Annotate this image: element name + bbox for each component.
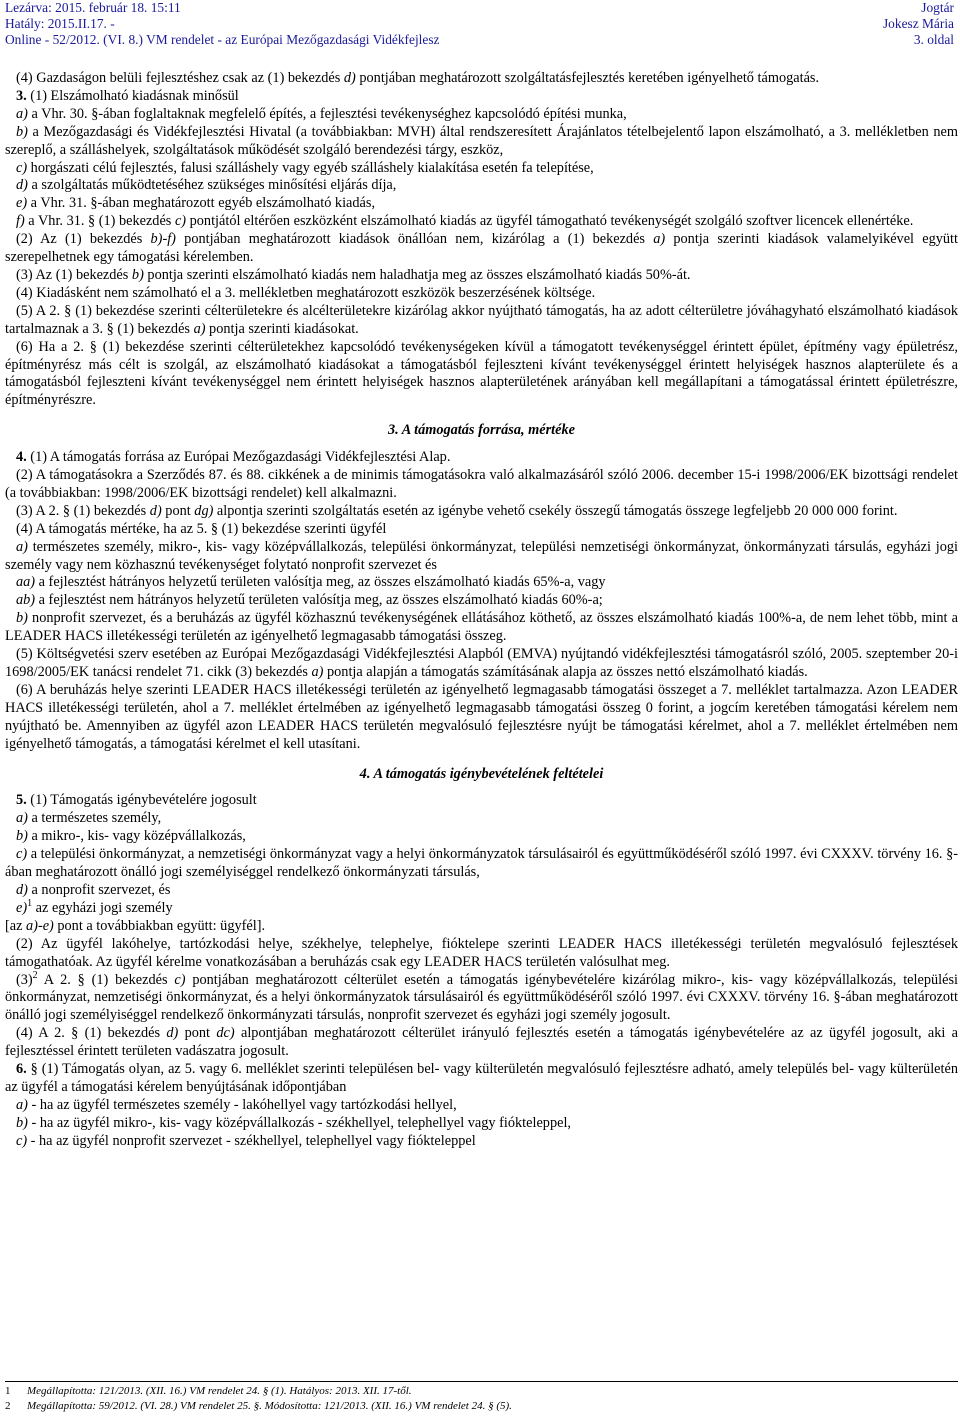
paragraph: e)$^1$ az egyházi jogi személy [16, 898, 173, 916]
footnote-text: Megállapította: 59/2012. (VI. 28.) VM rendelet 25. §. Módosította: 121/2013. (XII. 16.) VM rendelet 24. § (5). [27, 1400, 512, 1412]
paragraph: (3) A 2. § (1) bekezdés d) pont dg) alpontja szerinti szolgáltatás esetén az igénybe vehető csekély összegű támogatás összege legfeljebb 20 000 000 forint. [16, 502, 898, 519]
document-body [5, 70, 958, 1151]
paragraph: (3) Az (1) bekezdés b) pontja szerinti elszámolható kiadás nem haladhatja meg az összes elszámolható kiadás 50%-át. [16, 266, 691, 283]
paragraph: (4) Kiadásként nem számolható el a 3. mellékletben meghatározott eszközök beszerzésének költsége. [16, 284, 596, 301]
paragraph: (4) A 2. § (1) bekezdés d) pont dc) alpontjában meghatározott célterület irányuló fejlesztés esetén a támogatás igénybevételére az az ügyfél jogosult, aki a fejlesztéssel érintett területen vadászatra jogosult. [5, 1025, 958, 1060]
header-right [883, 0, 954, 48]
paragraph: c) a települési önkormányzat, a nemzetiségi önkormányzat vagy a helyi önkormányzatok társulásairól és együttműködéséről szóló 1997. évi CXXXV. törvény 16. §-ában meghatározott önálló jogi személyiséggel rendelkező önkormányzati társulás, [5, 846, 958, 881]
paragraph: b) - ha az ügyfél mikro-, kis- vagy középvállalkozás - székhellyel, telephellyel vagy fiókteleppel, [16, 1114, 572, 1131]
footnote [5, 1384, 958, 1399]
paragraph: c) - ha az ügyfél nonprofit szervezet - székhellyel, telephellyel vagy fiókteleppel [16, 1132, 476, 1149]
header-closed-date: Lezárva: 2015. február 18. 15:11 [5, 0, 181, 15]
paragraph: c) horgászati célú fejlesztés, falusi szálláshely vagy egyéb szálláshely kialakítása esetén fa telepítése, [16, 159, 594, 176]
paragraph: f) a Vhr. 31. § (1) bekezdés c) pontjától eltérően eszközként elszámolható kiadás az ügyfél támogatható tevékenységét szolgáló szoftver licencek ellenértéke. [16, 213, 914, 230]
paragraph: (6) A beruházás helye szerinti LEADER HACS illetékességi területén az igényelhető legmagasabb támogatási összeget a 7. melléklet tartalmazza. Azon LEADER HACS illetékességi területén, ahol a 7. melléklet értelmében az igényelhető legmagasabb támogatási összeg 0 forint, a jogcím keretében támogatási kérelem nem nyújtható be. Amennyiben az ügyfél azon LEADER HACS területén megvalósuló fejlesztésre nyújt be támogatási kérelmet, ahol a 7. melléklet értelmében nem igényelhető támogatás, a támogatási kérelmet el kell utasítani. [5, 681, 958, 752]
paragraph: e) a Vhr. 31. §-ában meghatározott egyéb elszámolható kiadás, [16, 195, 376, 212]
paragraph: a) a természetes személy, [16, 810, 162, 827]
header-user: Jokesz Mária [882, 16, 954, 31]
paragraph: b) nonprofit szervezet, és a beruházás az ügyfél közhasznú tevékenységének ellátásához köthető, az összes elszámolható kiadás 100%-a, de nem lehet több, mint a LEADER HACS illetékességi területén az igényelhető legmagasabb támogatási összeg. [5, 610, 958, 645]
paragraph: (4) Gazdaságon belüli fejlesztéshez csak az (1) bekezdés d) pontjában meghatározott szolgáltatásfejlesztés keretében igényelhető támogatás. [16, 70, 820, 86]
paragraph: b) a Mezőgazdasági és Vidékfejlesztési Hivatal (a továbbiakban: MVH) által rendszeresített Árajánlatos tételbejelentő lapon elszámolható, a 3. mellékletben nem szereplő, a szálláshelyek, szolgáltatások működését szolgáló berendezési tárgy, eszköz, [5, 123, 958, 158]
footnote-number: 2 [5, 1400, 11, 1412]
footnote [5, 1399, 958, 1414]
paragraph: d) a szolgáltatás működtetéséhez szükséges minősítési eljárás díja, [16, 177, 397, 194]
paragraph: 5. (1) Támogatás igénybevételére jogosult [16, 792, 257, 809]
section-heading: 4. A támogatás igénybevételének feltételei [359, 765, 604, 782]
paragraph: (5) Költségvetési szerv esetében az Európai Mezőgazdasági Vidékfejlesztési Alapból (EMVA) nyújtandó vidékfejlesztési támogatásról szóló, 2005. szeptember 20-i 1698/2005/EK tanácsi rendelet 71. cikk (3) bekezdés a) pontja alapján a támogatás számításának alapja az összes nettó elszámolható kiadás. [5, 646, 958, 680]
footnote-text: Megállapította: 121/2013. (XII. 16.) VM rendelet 24. § (1). Hatályos: 2013. XII. 17-től. [27, 1385, 412, 1397]
paragraph: 4. (1) A támogatás forrása az Európai Mezőgazdasági Vidékfejlesztési Alap. [16, 449, 451, 466]
paragraph: [az a)-e) pont a továbbiakban együtt: ügyfél]. [5, 917, 266, 934]
paragraph: (6) Ha a 2. § (1) bekezdése szerinti célterületekhez kapcsolódó tevékenységeken kívül a támogatott tevékenységgel érintett épület, építmény vagy épületrész, építményrész más célt is szolgál, az elszámolható kiadásokat a támogatásból fejleszteni kívánt tevékenységgel érintett helyiségek hasznos alapterülete és a támogatásból fejleszteni kívánt tevékenységgel nem érintett helyiségek hasznos alapterületének arányában kell megállapítani a támogatással érintett épületrészre, építményrészre. [5, 338, 958, 409]
paragraph: ab) a fejlesztést nem hátrányos helyzetű területen valósítja meg, az összes elszámolható kiadás 60%-a; [16, 592, 603, 609]
header-page-number: 3. oldal [913, 32, 954, 47]
page-header [0, 0, 960, 48]
paragraph: a) a Vhr. 30. §-ában foglaltaknak megfelelő építés, a fejlesztési tevékenységhez kapcsolódó építési munka, [16, 105, 627, 122]
paragraph: (2) Az ügyfél lakóhelye, tartózkodási helye, székhelye, telephelye, fióktelepe szerinti LEADER HACS illetékességi területén megvalósuló fejlesztések támogathatóak. Az ügyfél kérelme vonatkozásában a beruházás csak egy LEADER HACS területén valósulhat meg. [5, 935, 958, 970]
paragraph: a) - ha az ügyfél természetes személy - lakóhellyel vagy tartózkodási hellyel, [16, 1096, 457, 1113]
paragraph: b) a mikro-, kis- vagy középvállalkozás, [16, 828, 246, 845]
header-validity: Hatály: 2015.II.17. - [5, 16, 115, 31]
header-publisher: Jogtár [921, 0, 954, 15]
paragraph: (4) A támogatás mértéke, ha az 5. § (1) bekezdése szerinti ügyfél [16, 520, 387, 537]
footnotes [5, 1381, 958, 1414]
header-document-title: Online - 52/2012. (VI. 8.) VM rendelet - az Európai Mezőgazdasági Vidékfejlesz [5, 32, 440, 47]
paragraph: (2) A támogatásokra a Szerződés 87. és 88. cikkének a de minimis támogatásokra való alkalmazásáról szóló 2006. december 15-i 1998/2006/EK bizottsági rendelet (a továbbiakban: 1998/2006/EK bizottsági rendelet) kell alkalmazni. [5, 467, 958, 501]
footnote-number: 1 [5, 1385, 11, 1397]
paragraph: d) a nonprofit szervezet, és [16, 881, 171, 898]
paragraph: $(3)^2$ A 2. § (1) bekezdés c) pontjában meghatározott célterület esetén a támogatás igénybevételére kizárólag mikro-, kis- vagy középvállalkozás, települési önkormányzat, nemzetiségi önkormányzat, és a helyi önkormányzatok társulásairól és együttműködéséről szóló 1997. évi CXXXV. törvény 16. §-ában meghatározott önálló jogi személyiséggel rendelkező önkormányzati társulás, nonprofit szervezet és egyházi jogi személy jogosult. [5, 969, 958, 1024]
paragraph: aa) a fejlesztést hátrányos helyzetű területen valósítja meg, az összes elszámolható kiadás 65%-a, vagy [16, 574, 606, 591]
paragraph: (5) A 2. § (1) bekezdése szerinti célterületekre és alcélterületekre kizárólag akkor nyújtható támogatás, ha az adott célterületre jóváhagyható elszámolható kiadások tartalmaznak a 3. § (1) bekezdés a) pontja szerinti kiadásokat. [5, 302, 958, 337]
paragraph: a) természetes személy, mikro-, kis- vagy középvállalkozás, települési önkormányzat, települési nemzetiségi önkormányzat, önkormányzati társulás, egyházi jogi személy vagy nem közhasznú tevékenységet folytató nonprofit szervezet és [5, 538, 958, 573]
paragraph: (2) Az (1) bekezdés b)-f) pontjában meghatározott kiadások önállóan nem, kizárólag a (1) bekezdés a) pontja szerinti kiadások valamelyikével együtt szerepelhetnek egy támogatási kérelemben. [5, 231, 958, 266]
header-left [5, 0, 440, 48]
paragraph: 6. § (1) Támogatás olyan, az 5. vagy 6. melléklet szerinti településen bel- vagy külterületén megvalósuló fejlesztésre adható, amely település bel- vagy külterületén az ügyfél a támogatási kérelem benyújtásának időpontjában [5, 1061, 958, 1095]
section-heading: 3. A támogatás forrása, mértéke [388, 422, 575, 439]
paragraph: 3. (1) Elszámolható kiadásnak minősül [16, 87, 239, 104]
